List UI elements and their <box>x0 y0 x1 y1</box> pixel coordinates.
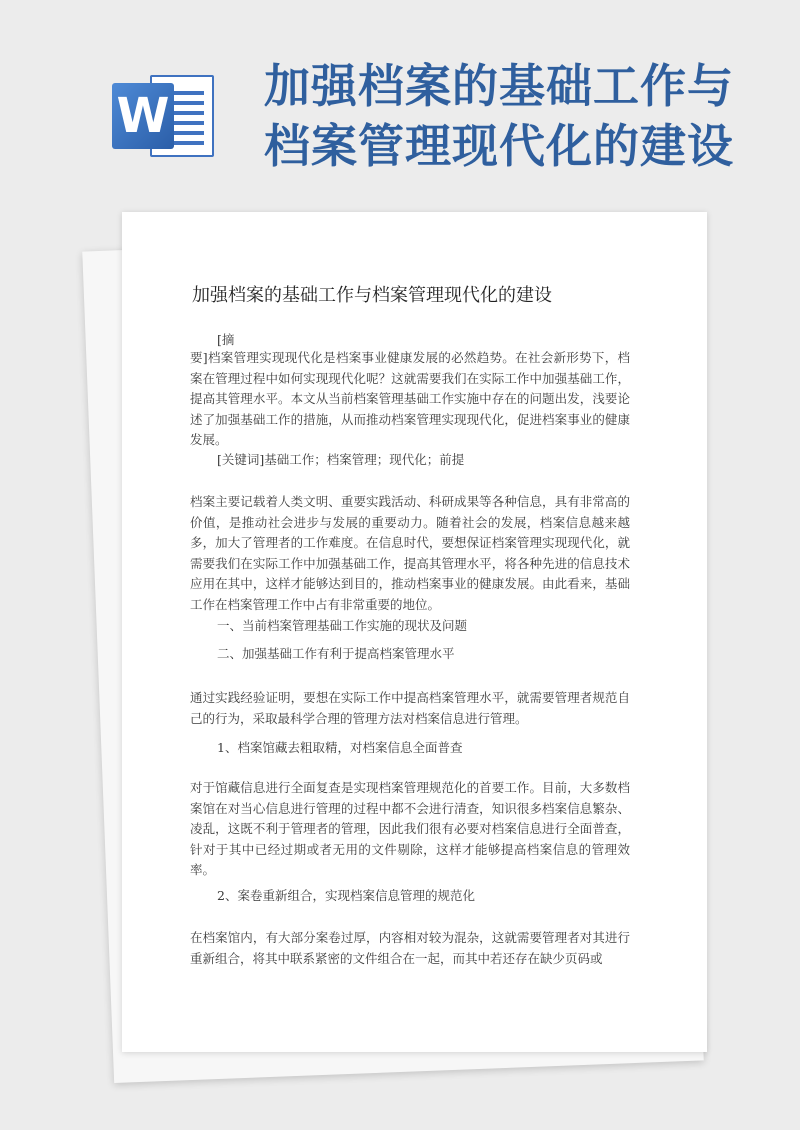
paragraph-census: 对于馆藏信息进行全面复查是实现档案管理规范化的首要工作。目前，大多数档案馆在对当心信息进行管理的过程中都不会进行清查，知识很多档案信息繁杂、凌乱，这既不利于管理者的管理，因此我们很有必要对档案信息进行全面普查，针对于其中已经过期或者无用的文件剔除，这样才能够提高档案信息的管理效率。 <box>190 780 630 877</box>
word-document-icon <box>112 75 216 157</box>
section-heading-2: 二、加强基础工作有利于提高档案管理水平 <box>217 646 455 661</box>
keywords: [关键词]基础工作；档案管理；现代化；前提 <box>217 452 465 467</box>
word-logo-letter: W <box>112 83 174 149</box>
section-heading-1: 一、当前档案管理基础工作实施的现状及问题 <box>217 618 468 633</box>
abstract-label: [摘 <box>217 332 235 347</box>
document-title: 加强档案的基础工作与档案管理现代化的建设 <box>192 285 552 306</box>
document-page <box>122 212 707 1052</box>
header <box>0 0 800 200</box>
page-title <box>264 56 784 176</box>
paragraph-regroup: 在档案馆内，有大部分案卷过厚，内容相对较为混杂，这就需要管理者对其进行重新组合，将其中联系紧密的文件组合在一起，而其中若还存在缺少页码或 <box>190 930 630 966</box>
page-title-line-2: 档案管理现代化的建设 <box>264 119 734 173</box>
subheading-1: 1、档案馆藏去粗取精，对档案信息全面普查 <box>217 740 463 755</box>
paragraph-practice: 通过实践经验证明，要想在实际工作中提高档案管理水平，就需要管理者规范自己的行为，采取最科学合理的管理方法对档案信息进行管理。 <box>190 690 630 726</box>
subheading-2: 2、案卷重新组合，实现档案信息管理的规范化 <box>217 888 475 903</box>
abstract-body: 要]档案管理实现现代化是档案事业健康发展的必然趋势。在社会新形势下，档案在管理过程中如何实现现代化呢？这就需要我们在实际工作中加强基础工作，提高其管理水平。本文从当前档案管理基础工作实施中存在的问题出发，浅要论述了加强基础工作的措施，从而推动档案管理实现现代化，促进档案事业的健康发展。 <box>190 350 630 447</box>
paragraph-intro: 档案主要记载着人类文明、重要实践活动、科研成果等各种信息，具有非常高的价值，是推动社会进步与发展的重要动力。随着社会的发展，档案信息越来越多，加大了管理者的工作难度。在信息时代，要想保证档案管理实现现代化，就需要我们在实际工作中加强基础工作，提高其管理水平，将各种先进的信息技术应用在其中，这样才能够达到目的，推动档案事业的健康发展。由此看来，基础工作在档案管理工作中占有非常重要的地位。 <box>190 494 630 612</box>
page-title-line-1: 加强档案的基础工作与 <box>264 59 734 113</box>
